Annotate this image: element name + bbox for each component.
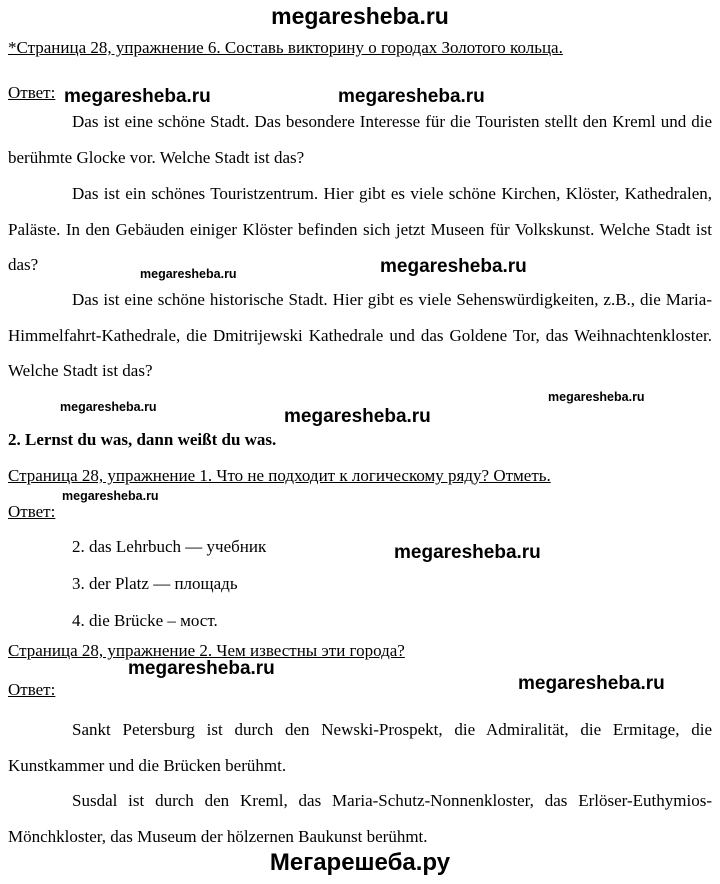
exercise1-item-3: 4. die Brücke – мост. <box>72 611 218 630</box>
exercise2-heading: Страница 28, упражнение 2. Чем известны эти города? <box>8 641 405 660</box>
answer-label-exercise6: Ответ: <box>8 83 56 102</box>
watermark: megaresheba.ru <box>128 658 275 679</box>
answer-label-exercise2: Ответ: <box>8 680 56 699</box>
watermark: megaresheba.ru <box>548 390 645 404</box>
watermark: megaresheba.ru <box>140 267 237 281</box>
site-header-title: megaresheba.ru <box>271 3 449 29</box>
watermark: megaresheba.ru <box>338 86 485 107</box>
exercise6-paragraph-2: Das ist ein schönes Touristzentrum. Hier gibt es viele schöne Kirchen, Klöster, Kathedralen, Paläste. In den Gebäuden einiger Klöster befinden sich jetzt Museen für Volkskunst. Welche Stadt ist das? <box>8 184 712 274</box>
watermark: megaresheba.ru <box>518 673 665 694</box>
watermark: megaresheba.ru <box>394 542 541 563</box>
watermark: megaresheba.ru <box>284 406 431 427</box>
answer-label-exercise1: Ответ: <box>8 502 56 521</box>
exercise2-paragraph-1: Sankt Petersburg ist durch den Newski-Prospekt, die Admiralität, die Ermitage, die Kunstkammer und die Brücken berühmt. <box>8 720 712 775</box>
watermark: megaresheba.ru <box>62 489 159 503</box>
site-footer-title: Мегарешеба.ру <box>269 849 451 876</box>
exercise2-paragraph-2: Susdal ist durch den Kreml, das Maria-Schutz-Nonnenkloster, das Erlöser-Euthymios-Mönchkloster, das Museum der hölzernen Baukunst berühmt. <box>8 791 712 846</box>
exercise6-paragraph-3: Das ist eine schöne historische Stadt. Hier gibt es viele Sehenswürdigkeiten, z.B., die Maria-Himmelfahrt-Kathedrale, die Dmitrijewski Kathedrale und das Goldene Tor, das Weihnachtenkloster. Welche Stadt ist das? <box>8 290 712 380</box>
watermark: megaresheba.ru <box>60 400 157 414</box>
exercise6-paragraph-1: Das ist eine schöne Stadt. Das besondere Interesse für die Touristen stellt den Kreml und die berühmte Glocke vor. Welche Stadt ist das? <box>8 112 712 167</box>
watermark: megaresheba.ru <box>64 86 211 107</box>
section2-heading: 2. Lernst du was, dann weißt du was. <box>8 430 277 449</box>
exercise6-heading: *Страница 28, упражнение 6. Составь викторину о городах Золотого кольца. <box>8 38 563 57</box>
exercise1-heading: Страница 28, упражнение 1. Что не подходит к логическому ряду? Отметь. <box>8 466 551 485</box>
watermark: megaresheba.ru <box>380 256 527 277</box>
exercise1-item-2: 3. der Platz — площадь <box>72 574 238 593</box>
exercise1-item-1: 2. das Lehrbuch — учебник <box>72 537 267 556</box>
